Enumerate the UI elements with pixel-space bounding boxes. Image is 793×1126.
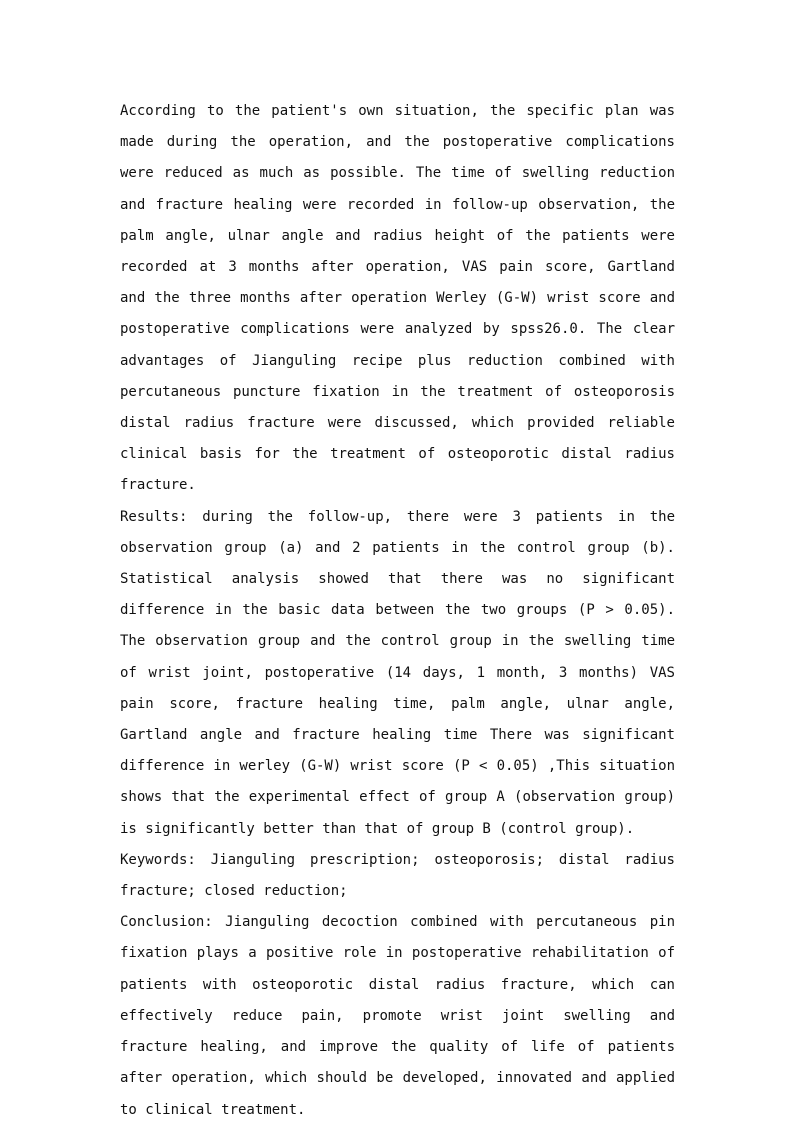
- keywords-paragraph: Keywords: Jianguling prescription; osteoporosis; distal radius fracture; closed reduction;: [120, 851, 675, 900]
- conclusion-paragraph: Conclusion: Jianguling decoction combined with percutaneous pin fixation plays a positive role in postoperative rehabilitation of patients with osteoporotic distal radius fracture, which can effectively reduce pain, promote wrist joint swelling and fracture healing, and improve the quality of life of patients after operation, which should be developed, innovated and applied to clinical treatment.: [120, 914, 675, 1118]
- methods-paragraph: According to the patient's own situation, the specific plan was made during the operation, and the postoperative complications were reduced as much as possible. The time of swelling reduction and fracture healing were recorded in follow-up observation, the palm angle, ulnar angle and radius height of the patients were recorded at 3 months after operation, VAS pain score, Gartland and the three months after operation Werley (G-W) wrist score and postoperative complications were analyzed by spss26.0. The clear advantages of Jianguling recipe plus reduction combined with percutaneous puncture fixation in the treatment of osteoporosis distal radius fracture were discussed, which provided reliable clinical basis for the treatment of osteoporotic distal radius fracture.: [120, 103, 675, 494]
- results-paragraph: Results: during the follow-up, there were 3 patients in the observation group (a) and 2 patients in the control group (b). Statistical analysis showed that there was no significant difference in the basic data between the two groups (P > 0.05). The observation group and the control group in the swelling time of wrist joint, postoperative (14 days, 1 month, 3 months) VAS pain score, fracture healing time, palm angle, ulnar angle, Gartland angle and fracture healing time There was significant difference in werley (G-W) wrist score (P < 0.05) ,This situation shows that the experimental effect of group A (observation group) is significantly better than that of group B (control group).: [120, 508, 675, 837]
- body-text: [120, 96, 675, 1126]
